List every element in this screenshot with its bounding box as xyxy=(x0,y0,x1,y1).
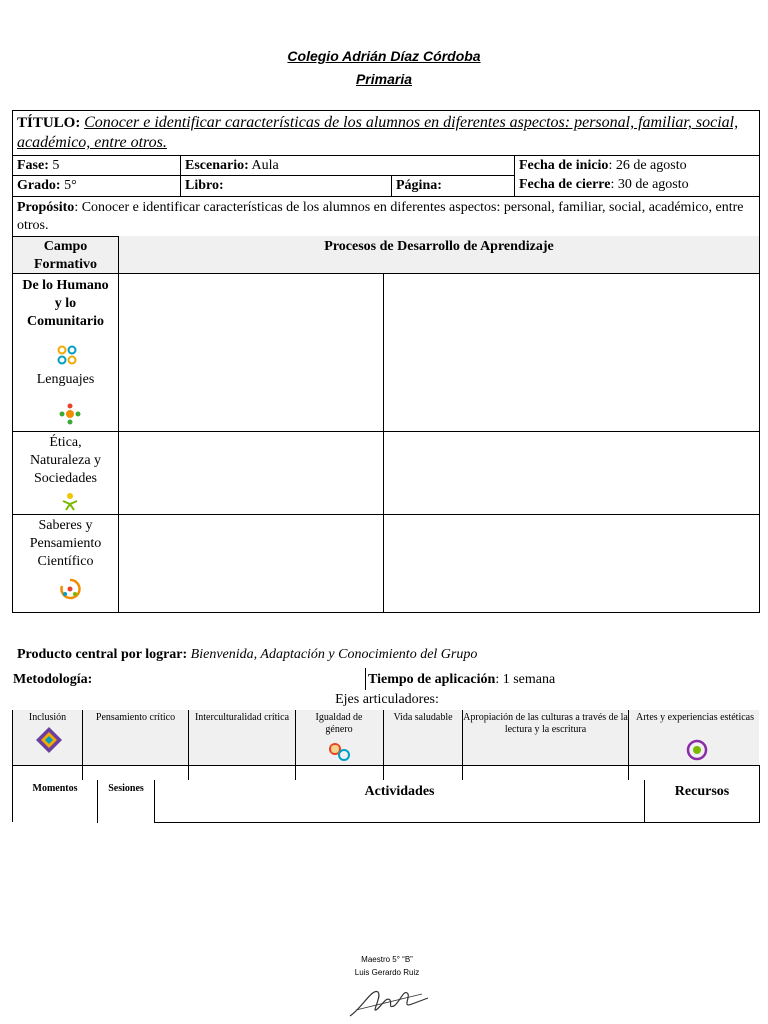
tiempo-value: : 1 semana xyxy=(495,672,556,687)
signature-line2: Luis Gerardo Ruiz xyxy=(354,968,420,977)
campo-humano-line1: De lo Humano xyxy=(22,278,109,293)
igualdad-genero-icon xyxy=(327,742,353,762)
actividades-header: Actividades xyxy=(364,784,435,799)
eje-igualdad: Igualdad de género xyxy=(315,712,363,735)
handwritten-signature xyxy=(342,978,432,1022)
lenguajes-icon xyxy=(57,402,83,426)
etica-naturaleza-icon xyxy=(60,491,80,511)
pagina-label: Página: xyxy=(396,178,442,193)
momentos-header: Momentos xyxy=(32,783,78,794)
eje-inclusion: Inclusión xyxy=(28,712,67,723)
signature-line1: Maestro 5° “B” xyxy=(361,955,413,964)
escenario-field xyxy=(185,157,279,175)
tiempo-field xyxy=(368,671,555,689)
campo-etica-line1: Ética, xyxy=(49,435,82,450)
campo-saberes-line2: Pensamiento xyxy=(29,536,102,551)
campo-etica xyxy=(13,434,118,488)
metodologia-label: Metodología: xyxy=(13,672,93,687)
eje-interculturalidad: Interculturalidad crítica xyxy=(194,712,290,723)
fecha-cierre-label: Fecha de cierre xyxy=(519,177,611,192)
campo-lenguajes: Lenguajes xyxy=(36,372,95,387)
campo-humano-line2: y lo xyxy=(54,296,77,311)
humano-comunitario-icon xyxy=(56,344,78,366)
title-label: TÍTULO: xyxy=(17,115,81,131)
grado-value: 5° xyxy=(64,178,77,193)
fecha-inicio-value: : 26 de agosto xyxy=(608,158,687,173)
title-text: Conocer e identificar características de los alumnos en diferentes aspectos: personal, familiar, social, académico, entre otros. xyxy=(17,114,739,151)
ejes-title: Ejes articuladores: xyxy=(335,692,439,707)
saberes-pensamiento-icon xyxy=(58,577,82,601)
producto-label: Producto central por lograr: xyxy=(17,647,188,662)
campo-humano xyxy=(13,277,118,331)
campo-saberes xyxy=(13,517,118,571)
campo-header-line1: Campo xyxy=(43,239,88,254)
escenario-value: Aula xyxy=(251,158,279,173)
inclusion-icon xyxy=(35,726,63,754)
eje-apropiacion-culturas: Apropiación de las culturas a través de la lectura y la escritura xyxy=(463,712,628,735)
producto-row xyxy=(17,646,477,664)
escenario-label: Escenario: xyxy=(185,158,249,173)
proposito-row xyxy=(17,199,757,235)
sesiones-header: Sesiones xyxy=(108,783,144,794)
title-row xyxy=(17,113,759,153)
campo-header-line2: Formativo xyxy=(34,257,97,272)
grado-label: Grado: xyxy=(17,178,61,193)
fase-field xyxy=(17,157,59,175)
proposito-text: : Conocer e identificar características de los alumnos en diferentes aspectos: personal, familiar, social, académico, entre otros. xyxy=(17,200,744,233)
signature-block xyxy=(0,953,768,979)
campo-etica-line3: Sociedades xyxy=(34,471,97,486)
producto-text: Bienvenida, Adaptación y Conocimiento del Grupo xyxy=(190,647,478,662)
fecha-cierre-field xyxy=(519,176,689,194)
fase-label: Fase: xyxy=(17,158,49,173)
eje-vida-saludable: Vida saludable xyxy=(393,712,453,723)
campo-humano-line3: Comunitario xyxy=(27,314,104,329)
campo-saberes-line3: Científico xyxy=(37,554,94,569)
campo-header xyxy=(13,238,118,274)
campo-saberes-line1: Saberes y xyxy=(38,518,93,533)
fecha-cierre-value: : 30 de agosto xyxy=(610,177,689,192)
libro-label: Libro: xyxy=(185,178,224,193)
proposito-label: Propósito xyxy=(17,200,75,215)
eje-artes: Artes y experiencias estéticas xyxy=(635,712,754,723)
fecha-inicio-field xyxy=(519,157,687,175)
grado-field xyxy=(17,177,77,195)
fecha-inicio-label: Fecha de inicio xyxy=(519,158,609,173)
tiempo-label: Tiempo de aplicación xyxy=(368,672,496,687)
recursos-header: Recursos xyxy=(674,784,730,799)
fase-value: 5 xyxy=(52,158,60,173)
school-name: Colegio Adrián Díaz Córdoba xyxy=(287,48,481,64)
procesos-header: Procesos de Desarrollo de Aprendizaje xyxy=(324,239,554,254)
artes-experiencias-icon xyxy=(686,739,708,761)
eje-pensamiento-critico: Pensamiento crítico xyxy=(95,712,176,723)
school-level: Primaria xyxy=(355,71,413,87)
campo-etica-line2: Naturaleza y xyxy=(29,453,102,468)
